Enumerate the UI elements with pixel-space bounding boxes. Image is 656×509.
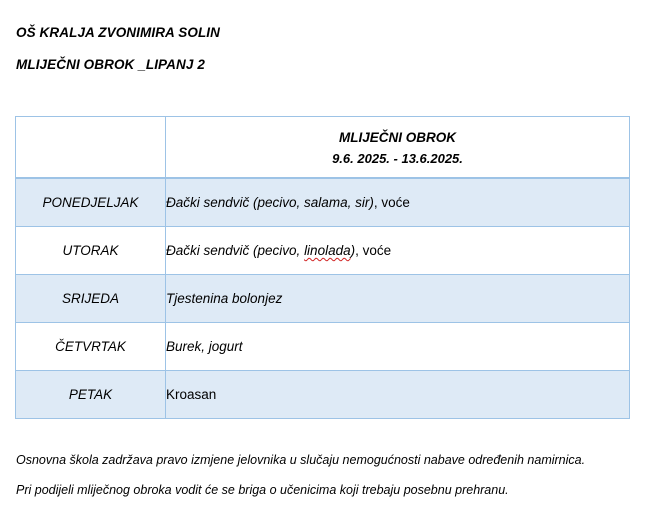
meal-text: Đački sendvič (pecivo, salama, sir) xyxy=(166,195,374,210)
menu-table xyxy=(15,116,630,419)
day-cell: PETAK xyxy=(16,371,166,419)
table-header-row xyxy=(16,117,630,179)
table-row xyxy=(16,227,630,275)
day-cell: UTORAK xyxy=(16,227,166,275)
table-row xyxy=(16,323,630,371)
meal-text: Đački sendvič (pecivo, xyxy=(166,243,305,258)
meal-text: Tjestenina bolonjez xyxy=(166,291,283,306)
spellcheck-word: linolada xyxy=(304,243,351,258)
document-title: MLIJEČNI OBROK _LIPANJ 2 xyxy=(16,57,205,72)
meal-extra-text: , voće xyxy=(355,243,392,258)
header-empty-cell xyxy=(16,117,166,179)
menu-heading: MLIJEČNI OBROK xyxy=(338,130,456,145)
table-row xyxy=(16,275,630,323)
day-cell: PONEDJELJAK xyxy=(16,178,166,227)
meal-cell xyxy=(166,275,630,323)
menu-dates: 9.6. 2025. - 13.6.2025. xyxy=(332,151,463,166)
note-menu-change: Osnovna škola zadržava pravo izmjene jelovnika u slučaju nemogućnosti nabave određenih namirnica. xyxy=(16,453,586,467)
day-cell: SRIJEDA xyxy=(16,275,166,323)
meal-text: Burek, jogurt xyxy=(166,339,243,354)
meal-text-end: ) xyxy=(350,243,356,258)
header-title-cell xyxy=(166,117,630,179)
meal-extra-text: , voće xyxy=(373,195,410,210)
table-row xyxy=(16,371,630,419)
day-cell: ČETVRTAK xyxy=(16,323,166,371)
table-row xyxy=(16,178,630,227)
school-name: OŠ KRALJA ZVONIMIRA SOLIN xyxy=(16,25,221,40)
meal-extra-text: Kroasan xyxy=(166,387,217,402)
meal-cell xyxy=(166,371,630,419)
meal-cell xyxy=(166,323,630,371)
note-special-diet: Pri podijeli mliječnog obroka vodit će se briga o učenicima koji trebaju posebnu prehranu. xyxy=(16,483,509,497)
meal-cell xyxy=(166,227,630,275)
meal-cell xyxy=(166,178,630,227)
